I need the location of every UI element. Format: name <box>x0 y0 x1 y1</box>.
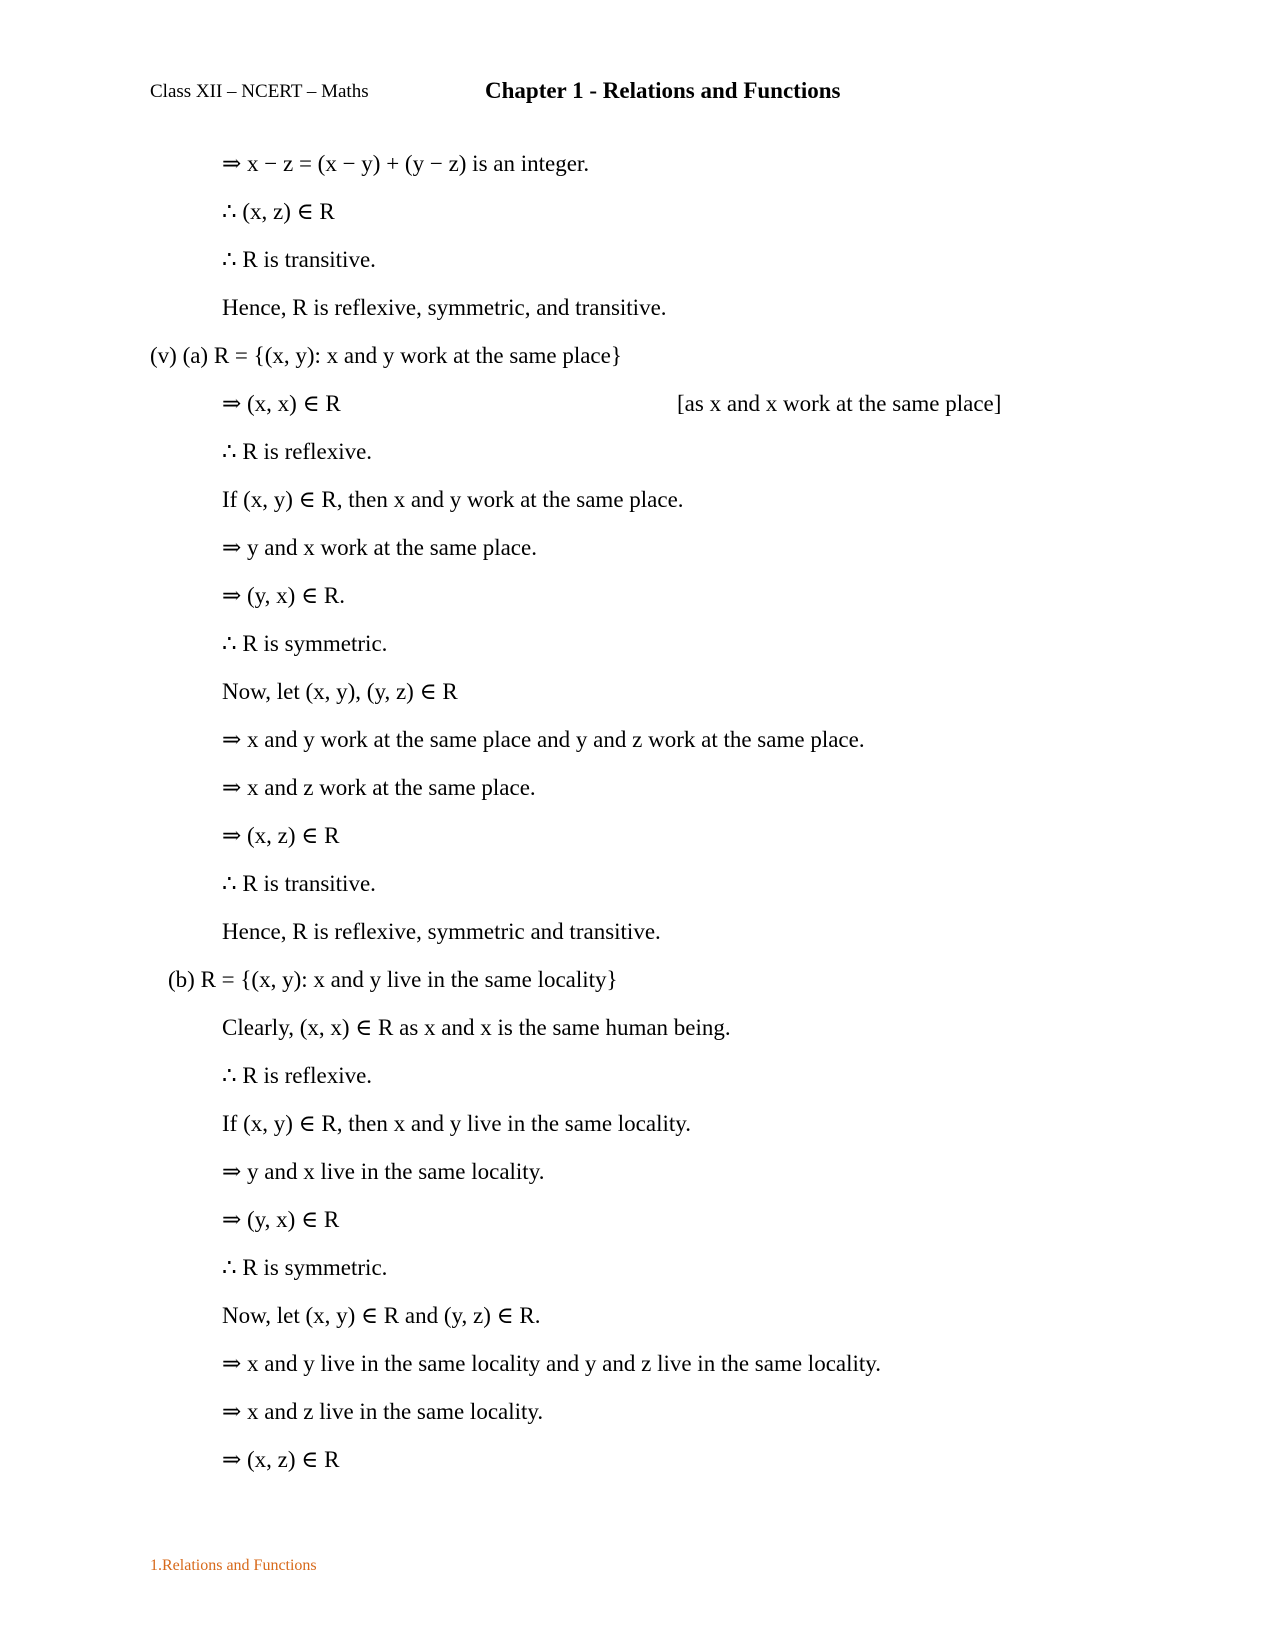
text-line: ⇒ x − z = (x − y) + (y − z) is an integer. <box>222 151 590 176</box>
text-line: ⇒ (x, z) ∈ R <box>222 1447 340 1472</box>
text-line: ⇒ x and y live in the same locality and y and z live in the same locality. <box>222 1351 882 1376</box>
text-line: ⇒ (x, z) ∈ R <box>222 823 340 848</box>
text-line: ⇒ y and x live in the same locality. <box>222 1159 545 1184</box>
text-line: ⇒ (y, x) ∈ R. <box>222 583 345 608</box>
text-line: ∴ R is reflexive. <box>222 439 373 464</box>
text-line: ∴ R is symmetric. <box>222 1255 388 1280</box>
text-line: ⇒ x and y work at the same place and y and z work at the same place. <box>222 727 865 752</box>
text-line: ⇒ x and z work at the same place. <box>222 775 536 800</box>
text-line: ∴ R is transitive. <box>222 871 376 896</box>
text-line: ∴ R is reflexive. <box>222 1063 373 1088</box>
text-line: ⇒ (y, x) ∈ R <box>222 1207 340 1232</box>
text-line: Hence, R is reflexive, symmetric, and transitive. <box>222 295 667 320</box>
text-line: ⇒ (x, x) ∈ R <box>222 391 341 416</box>
text-line: ∴ R is symmetric. <box>222 631 388 656</box>
page-footer: 1.Relations and Functions <box>150 1557 317 1574</box>
text-line: If (x, y) ∈ R, then x and y live in the same locality. <box>222 1111 692 1136</box>
side-note: [as x and x work at the same place] <box>677 391 1002 416</box>
text-line: ∴ R is transitive. <box>222 247 376 272</box>
class-label: Class XII – NCERT – Maths <box>150 81 369 102</box>
chapter-title: Chapter 1 - Relations and Functions <box>485 78 841 103</box>
section-heading: (b) R = {(x, y): x and y live in the same locality} <box>168 967 618 992</box>
text-line: ⇒ x and z live in the same locality. <box>222 1399 544 1424</box>
text-line: ⇒ y and x work at the same place. <box>222 535 537 560</box>
text-line: Hence, R is reflexive, symmetric and transitive. <box>222 919 661 944</box>
section-heading: (v) (a) R = {(x, y): x and y work at the same place} <box>150 343 622 368</box>
text-line: Now, let (x, y) ∈ R and (y, z) ∈ R. <box>222 1303 541 1328</box>
text-line: If (x, y) ∈ R, then x and y work at the same place. <box>222 487 684 512</box>
text-line: Now, let (x, y), (y, z) ∈ R <box>222 679 458 704</box>
text-line: ∴ (x, z) ∈ R <box>222 199 335 224</box>
text-line: Clearly, (x, x) ∈ R as x and x is the same human being. <box>222 1015 731 1040</box>
